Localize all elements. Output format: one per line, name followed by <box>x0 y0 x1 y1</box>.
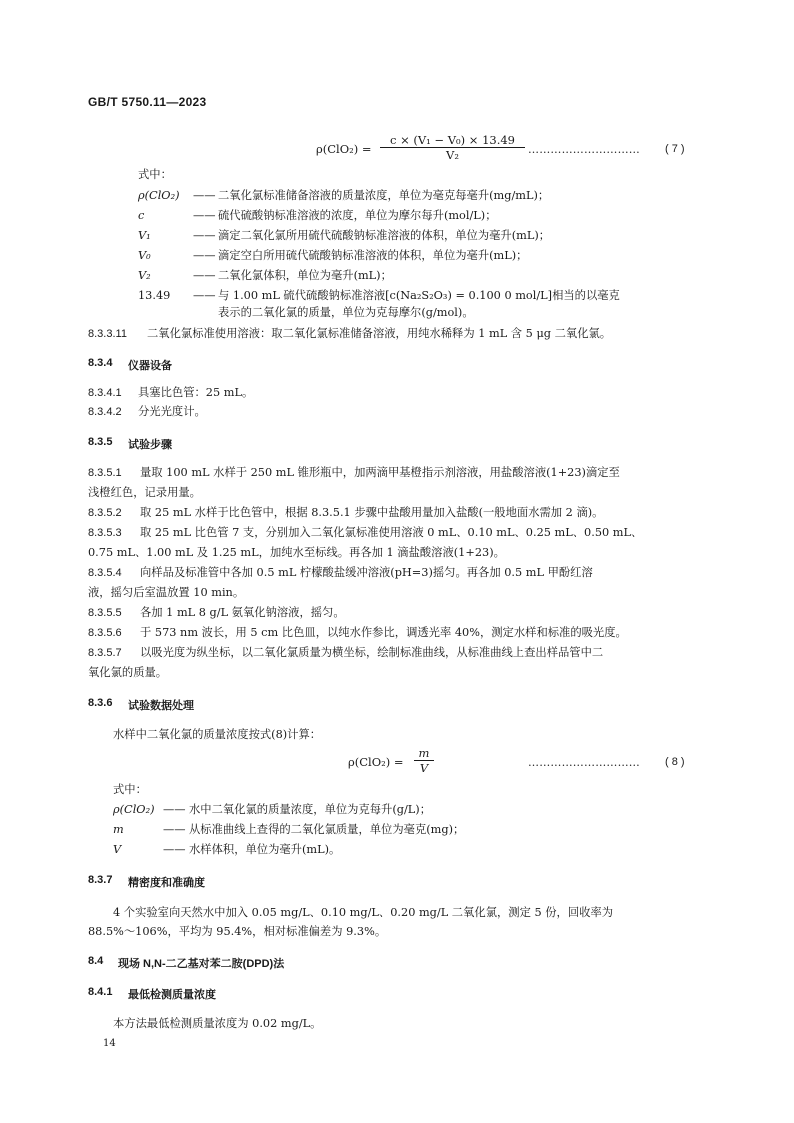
clause-number: 8.3.5.6 <box>88 627 122 639</box>
var7-dash: —— <box>193 269 216 282</box>
clause-text-cont: 液，摇匀后室温放置 10 min。 <box>88 586 245 599</box>
clause-text: 取 25 mL 比色管 7 支，分别加入二氧化氯标准使用溶液 0 mL、0.10 mL、0.25 mL、0.50 mL、 <box>140 526 643 539</box>
clause-text: 以吸光度为纵坐标，以二氧化氯质量为横坐标，绘制标准曲线，从标准曲线上查出样品管中二 <box>140 646 604 659</box>
clause-text: 量取 100 mL 水样于 250 mL 锥形瓶中，加两滴甲基橙指示剂溶液，用盐酸溶液(1+23)滴定至 <box>140 466 620 479</box>
var7-description: 二氧化氯体积，单位为毫升(mL)； <box>218 269 392 282</box>
eq7-numerator: c × (V₁ − V₀) × 13.49 <box>389 133 515 147</box>
var7-symbol: V₀ <box>138 249 151 262</box>
eq8-denominator: V <box>419 761 429 775</box>
var7-description: 滴定空白所用硫代硫酸钠标准溶液的体积，单位为毫升(mL)； <box>218 249 528 262</box>
section-number: 8.3.5 <box>88 436 113 448</box>
clause-text: 取 25 mL 水样于比色管中，根据 8.3.5.1 步骤中盐酸用量加入盐酸(一般地面水需加 2 滴)。 <box>140 506 604 519</box>
clause-number: 8.3.5.5 <box>88 607 122 619</box>
section-title: 现场 N,N-二乙基对苯二胺(DPD)法 <box>118 958 285 970</box>
var7-description-cont: 表示的二氧化氯的质量，单位为克每摩尔(g/mol)。 <box>218 306 474 319</box>
var7-dash: —— <box>193 289 216 302</box>
eq7-number: ( 7 ) <box>665 143 685 155</box>
where-label-8: 式中： <box>113 783 147 796</box>
var7-description: 二氧化氯标准储备溶液的质量浓度，单位为毫克每毫升(mg/mL)； <box>218 189 550 202</box>
clause-number: 8.3.5.3 <box>88 527 122 539</box>
section-number: 8.3.7 <box>88 874 113 886</box>
paragraph-text: 4 个实验室向天然水中加入 0.05 mg/L、0.10 mg/L、0.20 mg/L 二氧化氯，测定 5 份，回收率为 <box>113 906 614 919</box>
section-number: 8.3.4 <box>88 357 113 369</box>
var7-dash: —— <box>193 229 216 242</box>
var8-symbol: ρ(ClO₂) <box>113 803 155 816</box>
var7-symbol: 13.49 <box>138 289 171 302</box>
section-title: 精密度和准确度 <box>128 877 205 889</box>
where-label-7: 式中： <box>138 168 172 181</box>
clause-text: 各加 1 mL 8 g/L 氨氧化钠溶液，摇匀。 <box>140 606 345 619</box>
var7-dash: —— <box>193 189 216 202</box>
var7-dash: —— <box>193 249 216 262</box>
eq7-fraction <box>380 133 525 162</box>
section-title: 试验数据处理 <box>128 700 194 712</box>
page-number: 14 <box>103 1038 116 1049</box>
eq8-leader-dots: ………………………… <box>528 756 640 769</box>
clause-number: 8.3.3.11 <box>88 328 127 340</box>
eq8-fraction <box>414 746 434 775</box>
clause-number: 8.3.5.7 <box>88 647 122 659</box>
var7-dash: —— <box>193 209 216 222</box>
eq7-leader-dots: ………………………… <box>528 143 640 156</box>
eq8-numerator: m <box>418 746 430 760</box>
eq8-number: ( 8 ) <box>665 756 685 768</box>
var7-description: 与 1.00 mL 硫代硫酸钠标准溶液[c(Na₂S₂O₃) = 0.100 0 mol/L]相当的以毫克 <box>218 289 620 302</box>
eq7-lhs: ρ(ClO₂) = <box>316 142 372 156</box>
clause-text: 向样品及标准管中各加 0.5 mL 柠檬酸盐缓冲溶液(pH=3)摇匀。再各加 0.5 mL 甲酚红溶 <box>140 566 593 579</box>
section-title: 最低检测质量浓度 <box>128 989 216 1001</box>
var7-description: 硫代硫酸钠标准溶液的浓度，单位为摩尔每升(mol/L)； <box>218 209 497 222</box>
clause-text: 于 573 nm 波长，用 5 cm 比色皿，以纯水作参比，调透光率 40%，测定水样和标准的吸光度。 <box>140 626 627 639</box>
section-title: 试验步骤 <box>128 439 172 451</box>
var7-symbol: V₁ <box>138 229 151 242</box>
var8-description: 水中二氧化氯的质量浓度，单位为克每升(g/L)； <box>189 803 431 816</box>
var8-symbol: m <box>113 823 124 836</box>
paragraph-text: 本方法最低检测质量浓度为 0.02 mg/L。 <box>113 1017 322 1030</box>
eq7-denominator: V₂ <box>446 148 459 162</box>
var8-dash: —— <box>163 823 186 836</box>
var8-description: 水样体积，单位为毫升(mL)。 <box>189 843 341 856</box>
clause-number: 8.3.5.4 <box>88 567 122 579</box>
clause-number: 8.3.5.2 <box>88 507 122 519</box>
section-title: 仪器设备 <box>128 360 172 372</box>
section-number: 8.4 <box>88 955 104 967</box>
clause-text-cont: 浅橙红色，记录用量。 <box>88 486 201 499</box>
clause-text: 分光光度计。 <box>138 405 206 418</box>
section-number: 8.4.1 <box>88 986 113 998</box>
var7-symbol: ρ(ClO₂) <box>138 189 180 202</box>
standard-code: GB/T 5750.11—2023 <box>88 95 207 109</box>
paragraph-text-cont: 88.5%～106%，平均为 95.4%，相对标准偏差为 9.3%。 <box>88 925 387 938</box>
paragraph-intro: 水样中二氧化氯的质量浓度按式(8)计算： <box>113 728 322 741</box>
clause-text: 具塞比色管：25 mL。 <box>138 386 254 399</box>
clause-text: 二氧化氯标准使用溶液：取二氧化氯标准储备溶液，用纯水稀释为 1 mL 含 5 μg 二氧化氯。 <box>147 327 612 340</box>
clause-text-cont: 0.75 mL、1.00 mL 及 1.25 mL，加纯水至标线。再各加 1 滴盐酸溶液(1+23)。 <box>88 546 505 559</box>
eq8-lhs: ρ(ClO₂) = <box>348 755 404 769</box>
clause-number: 8.3.4.2 <box>88 406 122 418</box>
section-number: 8.3.6 <box>88 697 113 709</box>
clause-number: 8.3.5.1 <box>88 467 122 479</box>
var7-symbol: V₂ <box>138 269 151 282</box>
var8-dash: —— <box>163 843 186 856</box>
var8-description: 从标准曲线上查得的二氧化氯质量，单位为毫克(mg)； <box>189 823 465 836</box>
var8-symbol: V <box>113 843 122 856</box>
var7-symbol: c <box>138 209 145 222</box>
var7-description: 滴定二氧化氯所用硫代硫酸钠标准溶液的体积，单位为毫升(mL)； <box>218 229 551 242</box>
var8-dash: —— <box>163 803 186 816</box>
clause-number: 8.3.4.1 <box>88 387 122 399</box>
clause-text-cont: 氧化氯的质量。 <box>88 666 168 679</box>
